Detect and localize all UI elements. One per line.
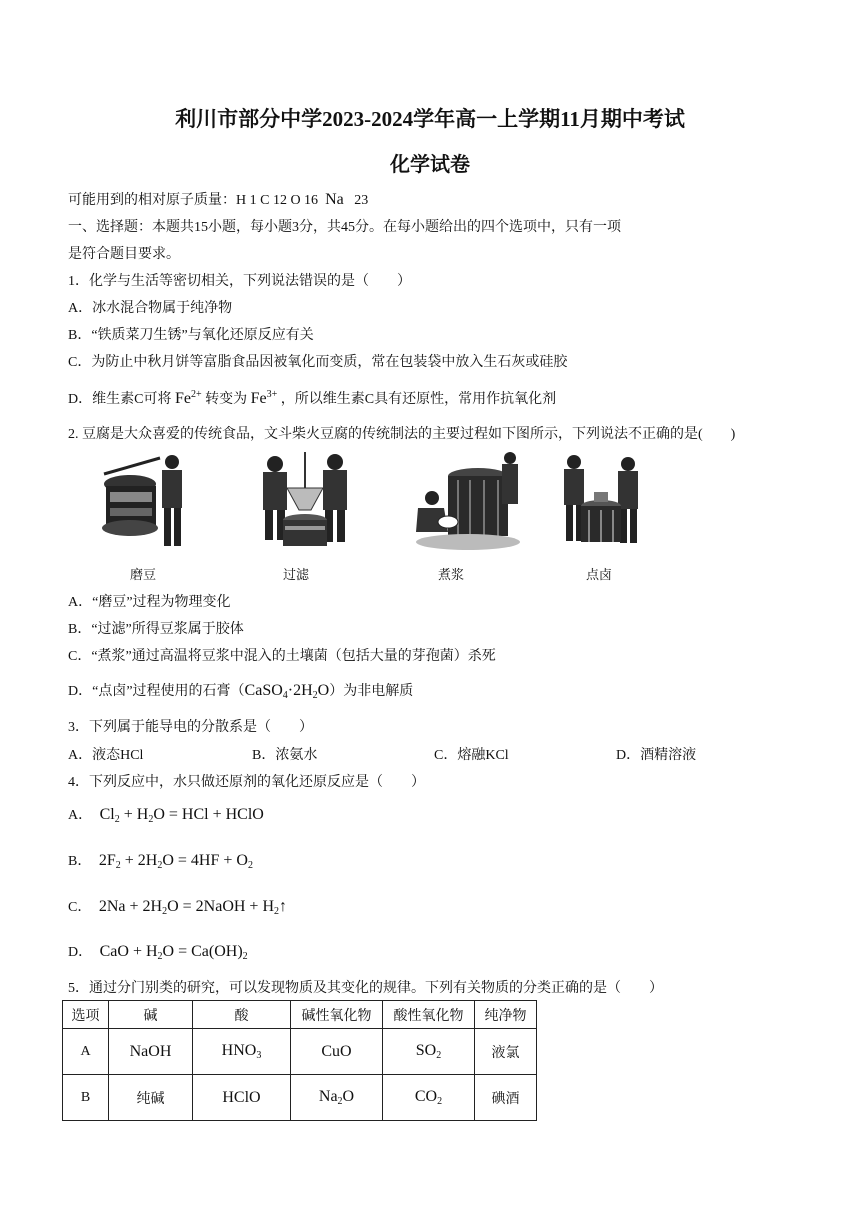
row-b-base: 纯碱 (109, 1075, 193, 1121)
q5-stem: 5．通过分门别类的研究，可以发现物质及其变化的规律。下列有关物质的分类正确的是（ ） (68, 981, 663, 996)
q4-b-label: B． (68, 854, 92, 869)
q1-d-mid: 转变为 (205, 392, 248, 407)
q1-d-pre: D．维生素C可将 (68, 392, 172, 407)
row-b-label: B (63, 1075, 109, 1121)
coagulating-illustration (556, 452, 646, 554)
q2-option-c: C．“煮浆”通过高温将豆浆中混入的土壤菌（包括大量的芽孢菌）杀死 (68, 649, 496, 664)
classification-table (62, 1000, 537, 1121)
header-pure-substance: 纯净物 (475, 1001, 537, 1029)
q3-option-d: D．酒精溶液 (616, 748, 697, 763)
q1-d-fe3: $Fe^{3+}$ (250, 389, 278, 407)
row-b-basic-oxide: $Na_2O$ (291, 1075, 383, 1121)
table-header-row (63, 1001, 537, 1029)
q4-c-label: C． (68, 900, 92, 915)
figure-caption-grinding: 磨豆 (130, 568, 157, 583)
q4-d-label: D． (68, 945, 93, 960)
q4-a-label: A． (68, 808, 93, 823)
q2-d-pre: D．“点卤”过程使用的石膏（ (68, 684, 245, 699)
q4-option-a (68, 804, 264, 825)
row-a-label: A (63, 1029, 109, 1075)
row-a-acidic-oxide: $SO_2$ (383, 1029, 475, 1075)
figure-caption-boiling: 煮浆 (438, 568, 465, 583)
q3-option-a: A．液态HCl (68, 748, 144, 763)
filtering-illustration (253, 452, 353, 554)
atomic-masses (68, 189, 368, 209)
q4-option-b (68, 850, 253, 871)
atomic-masses-label: 可能用到的相对原子质量：H 1 C 12 O 16 (68, 193, 319, 208)
q4-a-equation: $Cl_2 + H_2O$ = HCl + HClO (95, 806, 264, 825)
exam-title: 利川市部分中学2023-2024学年高一上学期11月期中考试 (175, 107, 685, 131)
row-a-basic-oxide: CuO (291, 1029, 383, 1075)
q3-option-c: C．熔融KCl (434, 748, 509, 763)
header-base: 碱 (109, 1001, 193, 1029)
section1-line2: 是符合题目要求。 (68, 247, 180, 262)
q1-option-b: B．“铁质菜刀生锈”与氧化还原反应有关 (68, 328, 314, 343)
row-b-acidic-oxide: $CO_2$ (383, 1075, 475, 1121)
boiling-illustration (408, 452, 520, 554)
figure-caption-filtering: 过滤 (283, 568, 310, 583)
q1-option-d (68, 388, 556, 408)
table-row (63, 1075, 537, 1121)
q2-option-b: B．“过滤”所得豆浆属于胶体 (68, 622, 244, 637)
row-b-pure-substance: 碘酒 (475, 1075, 537, 1121)
q1-stem: 1．化学与生活等密切相关，下列说法错误的是（ ） (68, 274, 411, 289)
q4-d-equation: CaO + $H_2O = Ca(OH)_2$ (95, 943, 248, 962)
q4-option-d (68, 941, 248, 962)
q1-option-a: A．冰水混合物属于纯净物 (68, 301, 233, 316)
q2-option-a: A．“磨豆”过程为物理变化 (68, 595, 231, 610)
section1-line1: 一、选择题：本题共15小题，每小题3分，共45分。在每小题给出的四个选项中，只有一项 (68, 220, 621, 235)
table-row (63, 1029, 537, 1075)
atomic-masses-na-value: 23 (354, 193, 369, 208)
q2-stem: 2. 豆腐是大众喜爱的传统食品，文斗柴火豆腐的传统制法的主要过程如下图所示，下列说法不正确的是( ) (68, 427, 736, 442)
grinding-illustration (100, 452, 192, 554)
q4-stem: 4．下列反应中，水只做还原剂的氧化还原反应是（ ） (68, 775, 425, 790)
row-b-acid: HClO (193, 1075, 291, 1121)
q4-c-equation: $2Na + 2H_2O$ = 2NaOH + $H_2↑$ (94, 898, 287, 917)
row-a-base: NaOH (109, 1029, 193, 1075)
q3-stem: 3．下列属于能导电的分散系是（ ） (68, 720, 313, 735)
q1-option-c: C．为防止中秋月饼等富脂食品因被氧化而变质，常在包装袋中放入生石灰或硅胶 (68, 355, 568, 370)
q3-option-b: B．浓氨水 (252, 748, 318, 763)
q2-d-post: ）为非电解质 (329, 684, 414, 699)
q2-option-d (68, 680, 413, 701)
row-a-pure-substance: 液氯 (475, 1029, 537, 1075)
exam-subtitle: 化学试卷 (390, 154, 470, 176)
row-a-acid: $HNO_3$ (193, 1029, 291, 1075)
header-acid: 酸 (193, 1001, 291, 1029)
q4-option-c (68, 896, 287, 917)
header-option: 选项 (63, 1001, 109, 1029)
header-basic-oxide: 碱性氧化物 (291, 1001, 383, 1029)
q4-b-equation: $2F_2 + 2H_2O = 4HF + O_2$ (94, 852, 253, 871)
figure-caption-coagulating: 点卤 (586, 568, 613, 583)
q2-d-formula: $CaSO_4\cdot 2H_2O$ (244, 682, 330, 701)
q1-d-post: ，所以维生素C具有还原性，常用作抗氧化剂 (280, 392, 557, 407)
atomic-masses-na: Na (325, 191, 344, 208)
header-acidic-oxide: 酸性氧化物 (383, 1001, 475, 1029)
q1-d-fe2: $Fe^{2+}$ (174, 389, 202, 407)
